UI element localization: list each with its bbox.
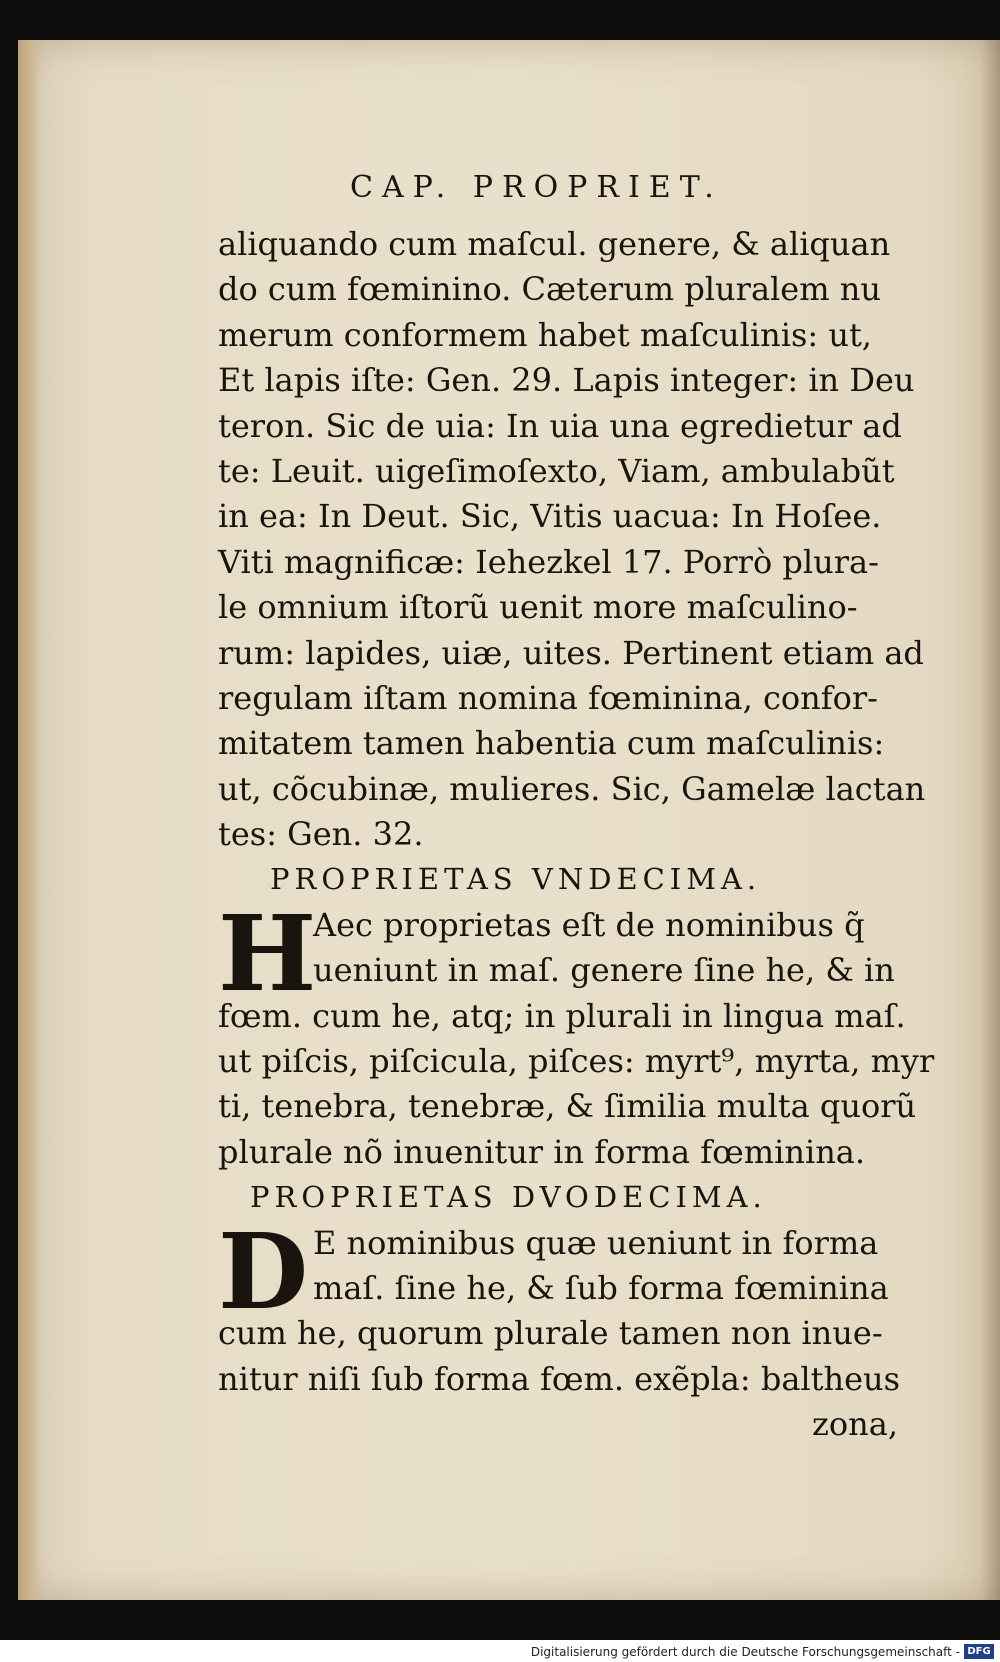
text-line: aliquando cum maſcul. genere, & aliquan [218,225,891,263]
text-line: plurale nõ inuenitur in forma fœminina. [218,1132,866,1171]
text-line: ti, tenebra, tenebræ, & ſimilia multa quorũ [218,1087,917,1126]
text-line: mitatem tamen habentia cum maſculinis: [218,724,885,763]
text-line: maſ. ſine he, & ſub forma fœminina [313,1268,889,1307]
page-gutter-shadow [980,40,1000,1600]
text-line: regulam iſtam nomina fœminina, confor- [218,678,878,717]
text-line: Et lapis iſte: Gen. 29. Lapis integer: in Deu [218,361,915,400]
dfg-logo-icon: DFG [964,1644,994,1659]
text-line: cum he, quorum plurale tamen non inue- [218,1314,883,1353]
text-line: do cum fœminino. Cæterum pluralem nu [218,270,881,309]
text-line: rum: lapides, uiæ, uites. Pertinent etiam ad [218,633,924,672]
drop-cap-initial: D [218,1209,309,1333]
running-head: CAP. PROPRIET. [350,170,723,205]
text-line: le omnium iſtorũ uenit more maſculino- [218,588,858,627]
text-line: Viti magnificæ: Iehezkel 17. Porrò plura- [218,542,879,581]
text-line: teron. Sic de uia: In uia una egredietur ad [218,406,902,445]
paragraph-3 [218,1209,928,1448]
text-body [218,222,935,1448]
section-heading-undecima: PROPRIETAS VNDECIMA. [270,862,762,897]
text-line: ut, cõcubinæ, mulieres. Sic, Gamelæ lactan [218,769,926,808]
paragraph-2 [218,891,935,1175]
text-line: fœm. cum he, atq; in plurali in lingua maſ. [218,996,906,1035]
text-line: ueniunt in maſ. genere ſine he, & in [313,951,895,990]
text-line: in ea: In Deut. Sic, Vitis uacua: In Hoſee. [218,497,882,536]
catchword: zona, [812,1405,898,1444]
text-line: te: Leuit. uigeſimoſexto, Viam, ambulabũt [218,451,895,490]
drop-cap-initial: H [218,891,317,1015]
footer-credit-text: Digitalisierung gefördert durch die Deutsche Forschungsgemeinschaft - [530,1645,960,1659]
text-line: ut piſcis, piſcicula, piſces: myrt⁹, myrta, myr [218,1042,935,1081]
digitization-footer [0,1640,1000,1662]
text-line: nitur niſi ſub forma fœm. exẽpla: baltheus [218,1359,901,1398]
text-line: merum conformem habet maſculinis: ut, [218,315,872,354]
section-heading-duodecima: PROPRIETAS DVODECIMA. [250,1180,767,1215]
paragraph-1 [218,222,928,857]
page-edge [18,40,40,1600]
text-line: Aec proprietas eſt de nominibus q̃ [313,905,865,944]
text-line: tes: Gen. 32. [218,815,424,854]
text-line: E nominibus quæ ueniunt in forma [313,1223,879,1262]
